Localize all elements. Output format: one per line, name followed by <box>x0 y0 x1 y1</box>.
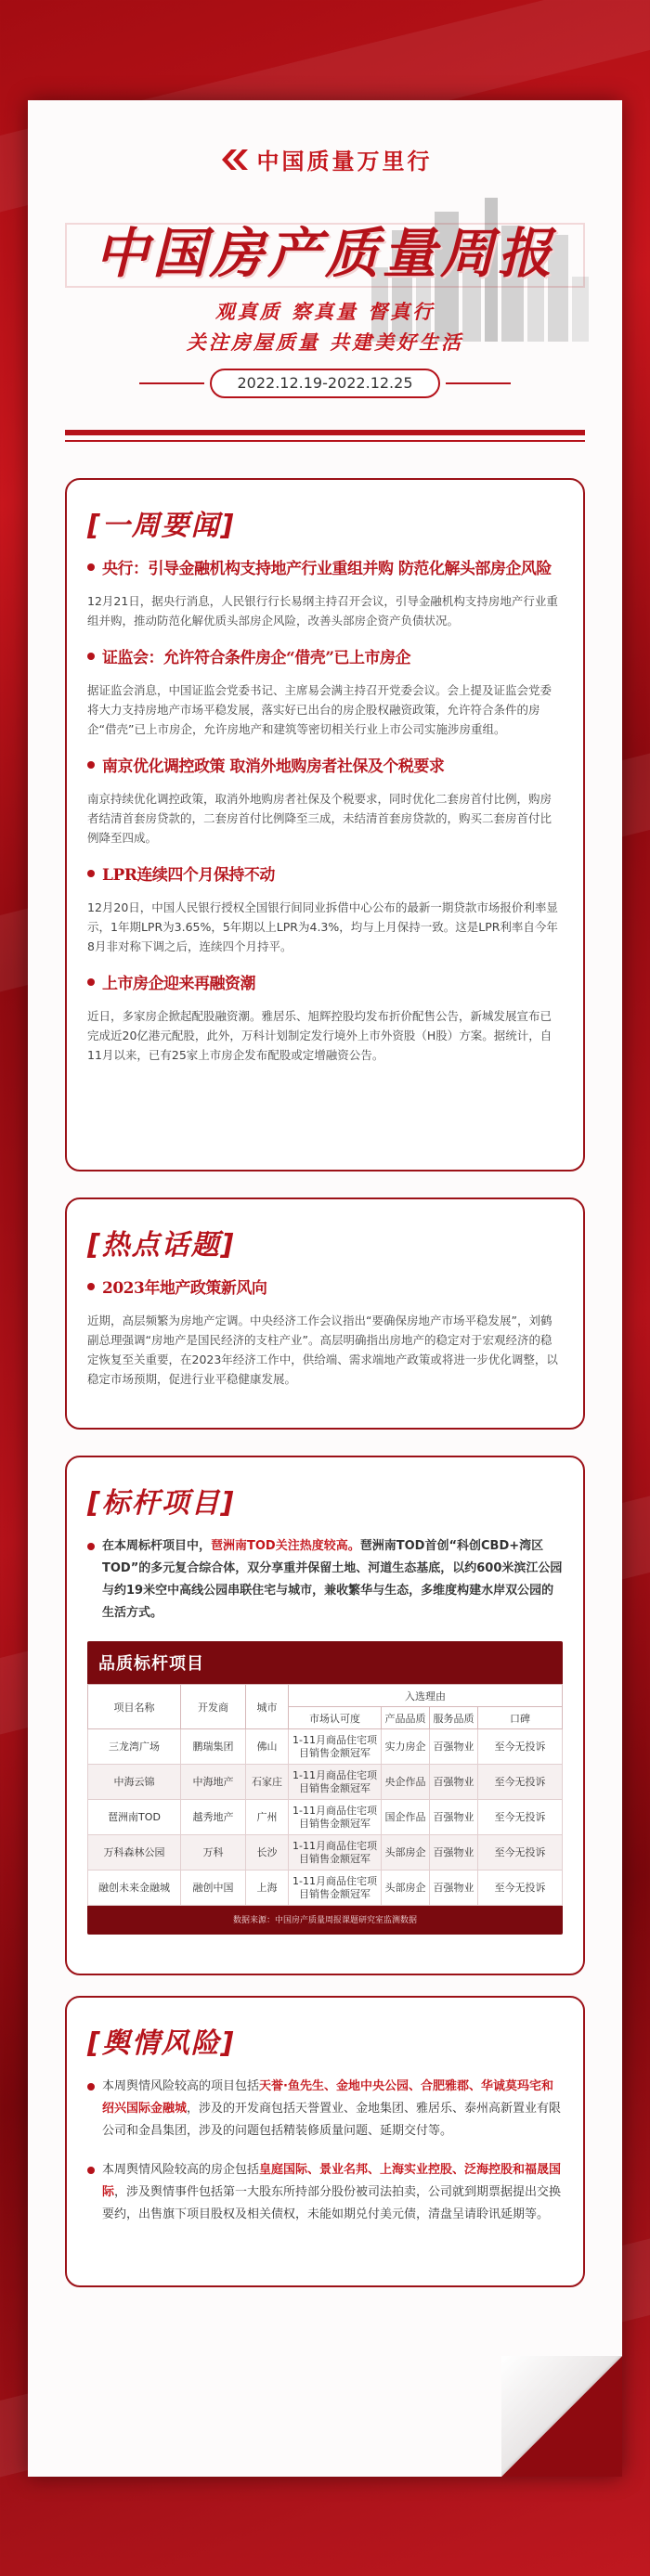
news-headline: 央行：引导金融机构支持地产行业重组并购 防范化解头部房企风险 <box>102 560 552 578</box>
news-body: 据证监会消息，中国证监会党委书记、主席易会满主持召开党委会议。会上提及证监会党委将大力支持房地产市场平稳发展，落实好已出台的房企股权融资政策，允许符合条件的房企“借壳”已上市房企，允许房地产和建筑等密切相关行业上市公司实施涉房重组。 <box>87 683 552 736</box>
cell-developer: 越秀地产 <box>181 1800 246 1835</box>
benchmark-section <box>65 1456 585 1975</box>
cell-product: 头部房企 <box>382 1871 430 1906</box>
section-title: [标杆项目] <box>87 1487 236 1520</box>
cell-market: 1-11月商品住宅项目销售金额冠军 <box>289 1835 382 1871</box>
cell-city: 佛山 <box>246 1729 289 1765</box>
risk-rest: ，涉及舆情事件包括第一大股东所持部分股份被司法拍卖，公司就到期票据提出交换要约，出售旗下项目股权及相关债权，未能如期兑付美元债，清盘呈请聆讯延期等。 <box>102 2185 562 2221</box>
cell-reputation: 至今无投诉 <box>478 1835 563 1871</box>
bullet-icon <box>87 653 95 660</box>
cell-market: 1-11月商品住宅项目销售金额冠军 <box>289 1765 382 1800</box>
section-title: [舆情风险] <box>87 2027 236 2060</box>
table-row <box>88 1765 563 1800</box>
cell-reputation: 至今无投诉 <box>478 1871 563 1906</box>
date-divider-right <box>446 382 511 384</box>
slogan-line-1: 观真质 察真量 督真行 <box>214 301 436 323</box>
news-body: 12月21日，据央行消息，人民银行行长易纲主持召开会议，引导金融机构支持房地产行业重组并购，推动防范化解优质头部房企风险，改善头部房企资产负债状况。 <box>87 594 558 628</box>
cell-developer: 中海地产 <box>181 1765 246 1800</box>
table-row <box>88 1835 563 1871</box>
col-header: 城市 <box>246 1685 289 1729</box>
cell-city: 上海 <box>246 1871 289 1906</box>
cell-developer: 万科 <box>181 1835 246 1871</box>
news-headline: 证监会：允许符合条件房企“借壳”已上市房企 <box>102 649 411 667</box>
sub-col-header: 口碑 <box>478 1707 563 1729</box>
cell-product: 头部房企 <box>382 1835 430 1871</box>
risk-section <box>65 1996 585 2287</box>
risk-highlight: 天誉·鱼先生、金地中央公园、合肥雅郡、华诚莫玛宅和绍兴国际金融城 <box>102 2079 553 2116</box>
cell-developer: 融创中国 <box>181 1871 246 1906</box>
cell-service: 百强物业 <box>430 1729 478 1765</box>
cell-reputation: 至今无投诉 <box>478 1729 563 1765</box>
news-item <box>87 756 563 848</box>
section-title: [一周要闻] <box>87 510 236 542</box>
report-header <box>28 100 622 453</box>
page-title: 中国房产质量周报 <box>94 222 555 285</box>
risk-rest: ，涉及的开发商包括天誉置业、金地集团、雅居乐、泰州高新置业有限公司和金昌集团，涉及的问题包括精装修质量问题、延期交付等。 <box>102 2102 562 2138</box>
bullet-icon <box>87 978 95 986</box>
cell-city: 广州 <box>246 1800 289 1835</box>
news-item <box>87 558 563 630</box>
risk-prefix: 本周舆情风险较高的房企包括 <box>102 2163 260 2177</box>
risk-paragraph-projects <box>87 2076 563 2142</box>
bullet-icon <box>87 761 95 769</box>
cell-project: 琶洲南TOD <box>88 1800 181 1835</box>
benchmark-table-panel <box>87 1641 563 1935</box>
news-body: 12月20日，中国人民银行授权全国银行间同业拆借中心公布的最新一期贷款市场报价利率显示，1年期LPR为3.65%，5年期以上LPR为4.3%，均与上月保持一致。这是LPR利率自今年8月非对称下调之后，连续四个月持平。 <box>87 900 558 953</box>
benchmark-intro <box>87 1535 563 1625</box>
hot-topics-section <box>65 1197 585 1430</box>
news-body: 南京持续优化调控政策，取消外地购房者社保及个税要求，同时优化二套房首付比例，购房者结清首套房贷款的，二套房首付比例降至三成，未结清首套房贷款的，购买二套房首付比例降至四成。 <box>87 792 552 845</box>
date-range-badge: 2022.12.19-2022.12.25 <box>210 369 440 398</box>
cell-market: 1-11月商品住宅项目销售金额冠军 <box>289 1729 382 1765</box>
risk-prefix: 本周舆情风险较高的项目包括 <box>102 2079 260 2093</box>
cell-city: 石家庄 <box>246 1765 289 1800</box>
cell-project: 中海云锦 <box>88 1765 181 1800</box>
weekly-news-section <box>65 478 585 1171</box>
cell-market: 1-11月商品住宅项目销售金额冠军 <box>289 1871 382 1906</box>
topic-headline: 2023年地产政策新风向 <box>102 1279 267 1298</box>
cell-service: 百强物业 <box>430 1800 478 1835</box>
cell-city: 长沙 <box>246 1835 289 1871</box>
header-divider-thick <box>65 430 585 435</box>
news-headline: 上市房企迎来再融资潮 <box>102 975 255 993</box>
header-divider-thin <box>65 440 585 442</box>
news-item <box>87 864 563 956</box>
col-header: 入选理由 <box>289 1685 563 1707</box>
intro-prefix: 在本周标杆项目中， <box>102 1539 212 1553</box>
bullet-icon <box>87 870 95 877</box>
news-headline: LPR连续四个月保持不动 <box>102 866 275 885</box>
cell-service: 百强物业 <box>430 1765 478 1800</box>
cell-service: 百强物业 <box>430 1835 478 1871</box>
bullet-icon <box>87 563 95 571</box>
cell-service: 百强物业 <box>430 1871 478 1906</box>
cell-developer: 鹏瑞集团 <box>181 1729 246 1765</box>
news-headline: 南京优化调控政策 取消外地购房者社保及个税要求 <box>102 757 445 776</box>
chevron-logo-icon <box>218 148 250 172</box>
intro-rest: 琶洲南TOD首创“科创CBD+湾区TOD”的多元复合综合体，双分享重并保留土地、河道生态基底，以约600米滨江公园与约19米空中高线公园串联住宅与城市，兼收繁华与生态，多维度构建水岸双公园的生活方式。 <box>102 1539 563 1620</box>
news-item <box>87 973 563 1065</box>
cell-project: 融创未来金融城 <box>88 1871 181 1906</box>
cell-reputation: 至今无投诉 <box>478 1800 563 1835</box>
col-header: 开发商 <box>181 1685 246 1729</box>
benchmark-table <box>87 1684 563 1906</box>
logo-text: 中国质量万里行 <box>256 148 433 175</box>
brand-logo <box>28 143 622 175</box>
cell-project: 三龙湾广场 <box>88 1729 181 1765</box>
table-row <box>88 1729 563 1765</box>
cell-reputation: 至今无投诉 <box>478 1765 563 1800</box>
table-row <box>88 1800 563 1835</box>
col-header: 项目名称 <box>88 1685 181 1729</box>
table-title: 品质标杆项目 <box>98 1654 204 1674</box>
intro-highlight: 琶洲南TOD关注热度较高。 <box>211 1539 360 1553</box>
cell-market: 1-11月商品住宅项目销售金额冠军 <box>289 1800 382 1835</box>
news-body: 近日，多家房企掀起配股融资潮。雅居乐、旭辉控股均发布折价配售公告，新城发展宣布已完成近20亿港元配股，此外，万科计划制定发行境外上市外资股（H股）方案。据统计，自11月以来，已有25家上市房企发布配股或定增融资公告。 <box>87 1009 552 1062</box>
slogan-line-2: 关注房屋质量 共建美好生活 <box>186 331 464 354</box>
section-title: [热点话题] <box>87 1229 236 1262</box>
cell-project: 万科森林公园 <box>88 1835 181 1871</box>
news-item <box>87 647 563 739</box>
risk-paragraph-developers <box>87 2159 563 2226</box>
topic-body: 近期，高层频繁为房地产定调。中央经济工作会议指出“要确保房地产市场平稳发展”，刘鹤副总理强调“房地产是国民经济的支柱产业”。高层明确指出房地产的稳定对于宏观经济的稳定恢复至关重要，在2023年经济工作中，供给端、需求端地产政策或将进一步优化调整，以稳定市场预期，促进行业平稳健康发展。 <box>87 1314 558 1386</box>
bullet-icon <box>87 1283 95 1290</box>
sub-col-header: 服务品质 <box>430 1707 478 1729</box>
table-row <box>88 1871 563 1906</box>
cell-product: 实力房企 <box>382 1729 430 1765</box>
table-source: 数据来源：中国房产质量周报课题研究室监测数据 <box>232 1916 417 1925</box>
cell-product: 央企作品 <box>382 1765 430 1800</box>
risk-highlight: 皇庭国际、景业名邦、上海实业控股、泛海控股和福晟国际 <box>102 2163 562 2199</box>
sub-col-header: 市场认可度 <box>289 1707 382 1729</box>
date-divider-left <box>139 382 204 384</box>
cell-product: 国企作品 <box>382 1800 430 1835</box>
sub-col-header: 产品品质 <box>382 1707 430 1729</box>
